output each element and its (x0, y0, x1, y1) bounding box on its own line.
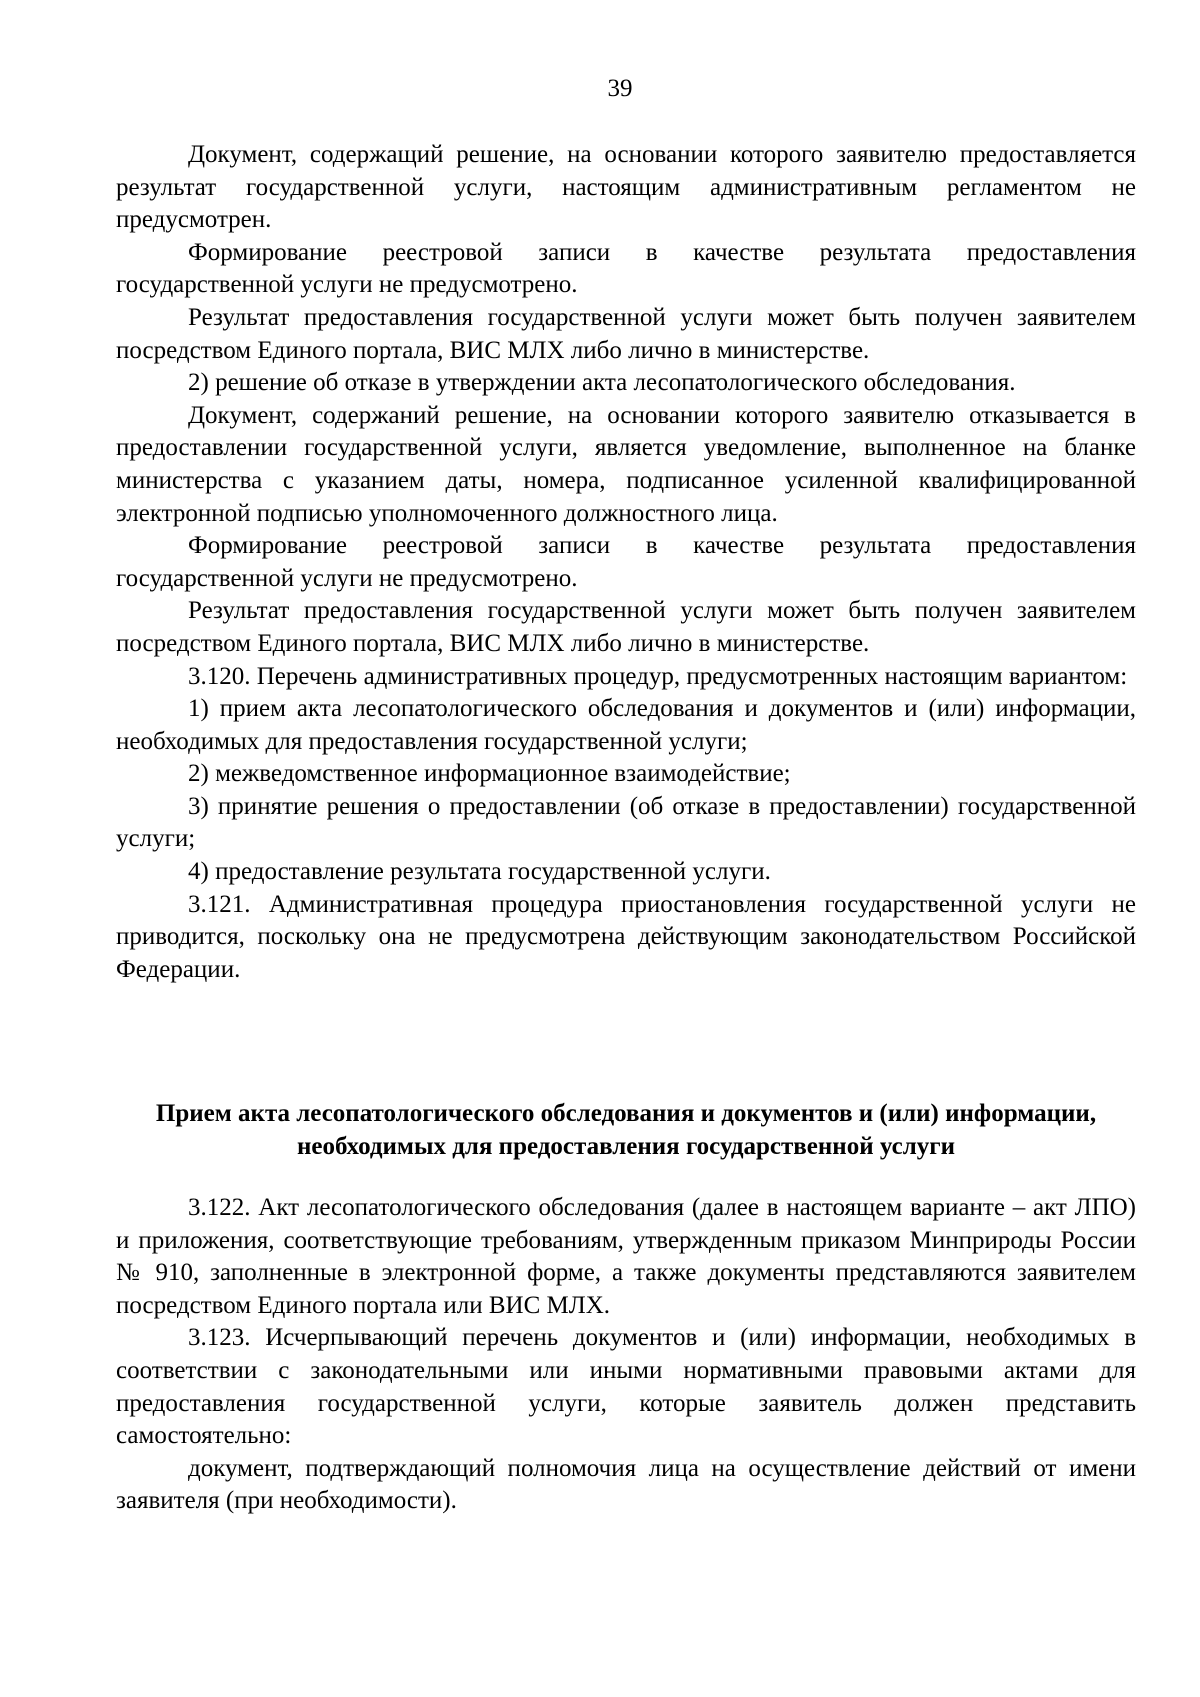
paragraph: документ, подтверждающий полномочия лица на осуществление действий от имени заявителя (при необходимости). (116, 1454, 1136, 1515)
paragraph: 1) прием акта лесопатологического обследования и документов и (или) информации, необходимых для предоставления государственной услуги; (116, 695, 1136, 755)
paragraph: 4) предоставление результата государственной услуги. (188, 858, 771, 886)
paragraph: 3.122. Акт лесопатологического обследования (далее в настоящем варианте – акт ЛПО) и приложения, соответствующие требованиям, утвержденным приказом Минприроды России № 910, заполненные в электронной форме, а также документы представляются заявителем посредством Единого портала или ВИС МЛХ. (116, 1194, 1136, 1319)
paragraph: Документ, содержащий решение, на основании которого заявителю предоставляется результат государственной услуги, настоящим административным регламентом не предусмотрен. (116, 141, 1136, 234)
paragraph: 2) межведомственное информационное взаимодействие; (188, 760, 791, 788)
paragraph: 3.123. Исчерпывающий перечень документов и (или) информации, необходимых в соответствии с законодательными или иными нормативными правовыми актами для предоставления государственной услуги, которые заявитель должен представить самостоятельно: (116, 1324, 1136, 1450)
paragraph: Формирование реестровой записи в качестве результата предоставления государственной услуги не предусмотрено. (116, 532, 1136, 592)
paragraph: 3.121. Административная процедура приостановления государственной услуги не приводится, поскольку она не предусмотрена действующим законодательством Российской Федерации. (116, 890, 1136, 983)
paragraph: Результат предоставления государственной услуги может быть получен заявителем посредством Единого портала, ВИС МЛХ либо лично в министерстве. (116, 303, 1136, 364)
body-section-a (116, 139, 1136, 986)
body-section-b (116, 1192, 1136, 1518)
page-number: 39 (607, 75, 633, 102)
paragraph: 3.120. Перечень административных процедур, предусмотренных настоящим вариантом: (188, 662, 1128, 690)
paragraph: Результат предоставления государственной услуги может быть получен заявителем посредством Единого портала, ВИС МЛХ либо лично в министерстве. (116, 597, 1136, 657)
paragraph: 3) принятие решения о предоставлении (об отказе в предоставлении) государственной услуги; (116, 792, 1136, 853)
section-heading: Прием акта лесопатологического обследования и документов и (или) информации, необходимых для предоставления государственной услуги (155, 1100, 1097, 1160)
paragraph: Формирование реестровой записи в качестве результата предоставления государственной услуги не предусмотрено. (116, 238, 1136, 299)
paragraph: Документ, содержаний решение, на основании которого заявителю отказывается в предоставлении государственной услуги, является уведомление, выполненное на бланке министерства с указанием даты, номера, подписанное усиленной квалифицированной электронной подписью уполномоченного должностного лица. (116, 401, 1136, 527)
paragraph: 2) решение об отказе в утверждении акта лесопатологического обследования. (188, 369, 1016, 397)
